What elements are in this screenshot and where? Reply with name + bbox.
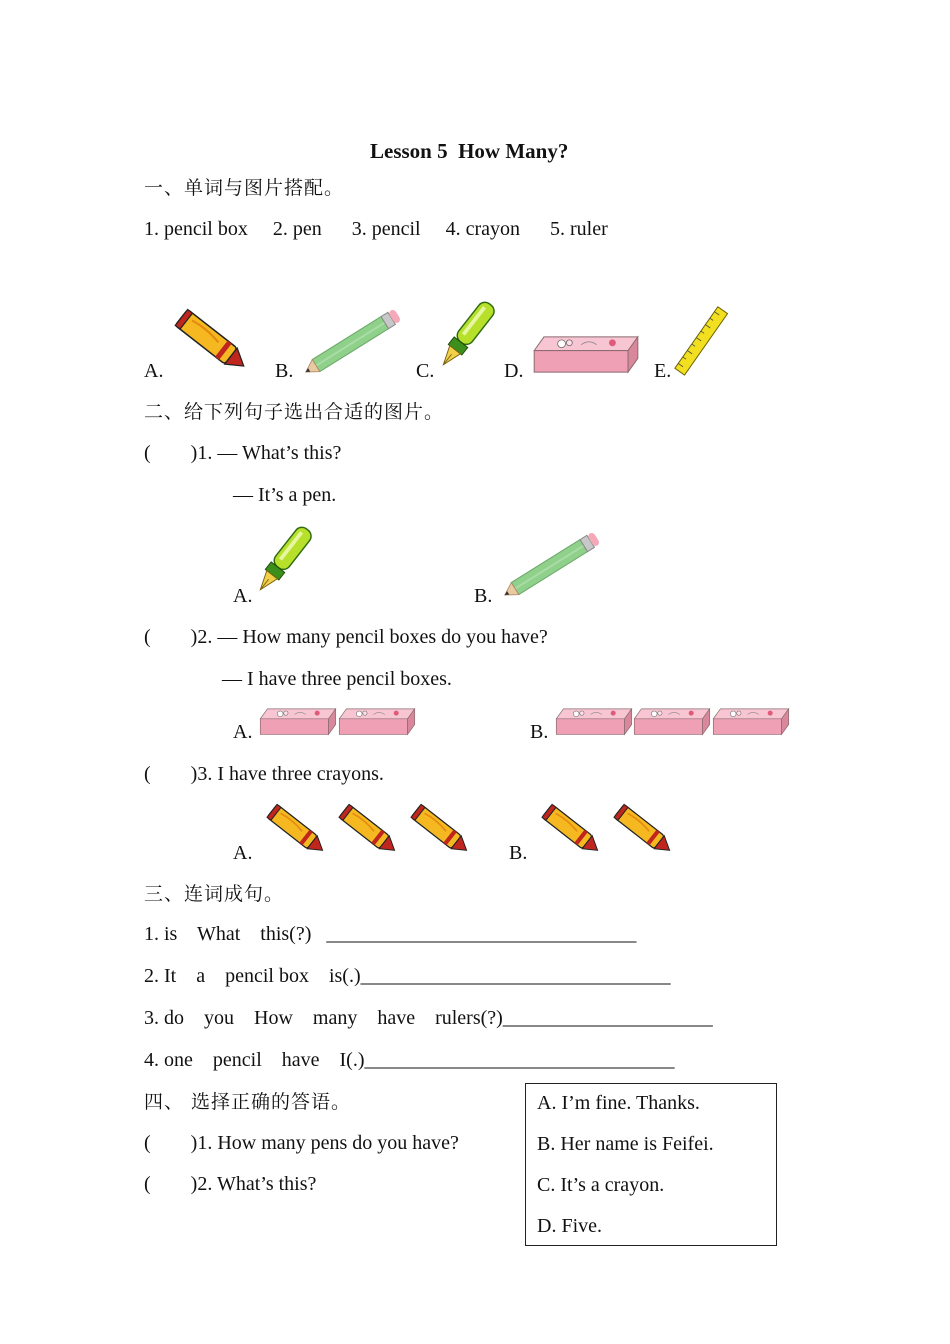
- pencil-image: [496, 528, 608, 604]
- section1-word-list: 1. pencil box 2. pen 3. pencil 4. crayon 5. ruler: [144, 218, 608, 240]
- pen-image: [436, 293, 498, 379]
- section1-heading: 一、单词与图片搭配。: [144, 177, 345, 199]
- s4-question-2: ( )2. What’s this?: [144, 1173, 317, 1195]
- pencil-box-image: [530, 333, 642, 377]
- s2-q1-option-b: B.: [474, 585, 493, 607]
- section4-heading: 四、 选择正确的答语。: [144, 1091, 352, 1113]
- pencil-box-image: [711, 706, 791, 738]
- s2-q2-option-a: A.: [233, 721, 253, 743]
- pen-image: [253, 518, 315, 604]
- crayon-image: [403, 799, 477, 861]
- answer-option-c: C. It’s a crayon.: [537, 1174, 665, 1196]
- s4-question-1: ( )1. How many pens do you have?: [144, 1132, 459, 1154]
- s2-q3-option-a: A.: [233, 842, 253, 864]
- s2-q3-option-b: B.: [509, 842, 528, 864]
- section2-heading: 二、给下列句子选出合适的图片。: [144, 401, 445, 423]
- pencil-box-image: [337, 706, 417, 738]
- pencil-box-image: [632, 706, 712, 738]
- option-label-e: E.: [654, 360, 672, 382]
- crayon-image: [163, 303, 259, 379]
- option-label-c: C.: [416, 360, 435, 382]
- crayon-image: [259, 799, 333, 861]
- s2-q1-option-a: A.: [233, 585, 253, 607]
- page-title: Lesson 5 How Many?: [370, 139, 569, 163]
- pencil-box-image: [258, 706, 338, 738]
- s2-q1-line1: ( )1. — What’s this?: [144, 442, 342, 464]
- ruler-image: [672, 305, 732, 379]
- s2-q2-line2: — I have three pencil boxes.: [222, 668, 452, 690]
- s2-q3-line1: ( )3. I have three crayons.: [144, 763, 384, 785]
- s3-line-1: 1. is What this(?) _______________________________: [144, 923, 637, 945]
- option-label-d: D.: [504, 360, 524, 382]
- crayon-image: [534, 799, 608, 861]
- pencil-box-image: [554, 706, 634, 738]
- s2-q2-line1: ( )2. — How many pencil boxes do you have?: [144, 626, 548, 648]
- answer-option-a: A. I’m fine. Thanks.: [537, 1092, 700, 1114]
- option-label-a: A.: [144, 360, 164, 382]
- option-label-b: B.: [275, 360, 294, 382]
- s3-line-2: 2. It a pencil box is(.)_______________________________: [144, 965, 671, 987]
- s2-q2-option-b: B.: [530, 721, 549, 743]
- crayon-image: [606, 799, 680, 861]
- s3-line-3: 3. do you How many have rulers(?)_____________________: [144, 1007, 713, 1029]
- crayon-image: [331, 799, 405, 861]
- answer-option-b: B. Her name is Feifei.: [537, 1133, 714, 1155]
- s3-line-4: 4. one pencil have I(.)_______________________________: [144, 1049, 675, 1071]
- pencil-image: [297, 305, 409, 381]
- section3-heading: 三、连词成句。: [144, 883, 285, 905]
- s2-q1-line2: — It’s a pen.: [233, 484, 337, 506]
- answer-option-d: D. Five.: [537, 1215, 602, 1237]
